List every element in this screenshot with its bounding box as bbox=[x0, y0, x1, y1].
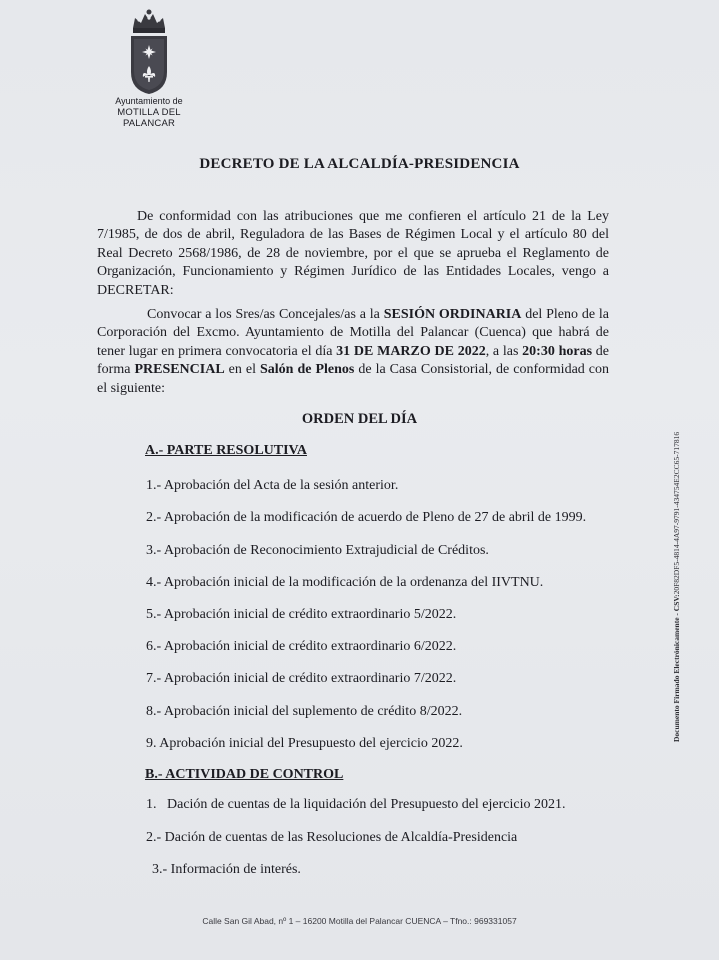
decree-title: DECRETO DE LA ALCALDÍA-PRESIDENCIA bbox=[199, 156, 520, 172]
section-b-title: B.- ACTIVIDAD DE CONTROL bbox=[145, 767, 344, 782]
conv-text-4: de forma bbox=[97, 343, 609, 378]
intro-paragraph: De conformidad con las atribuciones que me confieren el artículo 21 de la Ley 7/1985, de dos de abril, Reguladora de las Bases de Régimen Local y el artículo 80 del Real Decreto 2568/1986, de 28 de noviembre, por el que se aprueba el Reglamento de Organización, Funcionamiento y Régimen Jurídico de las Entidades Locales, vengo a DECRETAR: bbox=[97, 209, 609, 298]
agenda-item: 6.- Aprobación inicial de crédito extraordinario 6/2022. bbox=[146, 639, 457, 654]
page-footer: Calle San Gil Abad, nº 1 – 16200 Motilla del Palancar CUENCA – Tfno.: 969331057 bbox=[202, 916, 517, 926]
conv-session-type: SESIÓN ORDINARIA bbox=[383, 307, 522, 322]
agenda-item: 1. Dación de cuentas de la liquidación del Presupuesto del ejercicio 2021. bbox=[146, 797, 566, 812]
conv-text-1: Convocar a los Sres/as Concejales/as a la bbox=[147, 307, 384, 322]
agenda-item: 3.- Información de interés. bbox=[152, 862, 301, 877]
conv-time: 20:30 horas bbox=[522, 343, 593, 359]
agenda-item: 2.- Dación de cuentas de las Resoluciones de Alcaldía-Presidencia bbox=[146, 830, 518, 845]
electronic-signature-note bbox=[672, 432, 681, 742]
conv-venue: Salón de Plenos bbox=[260, 362, 355, 378]
municipal-logo bbox=[104, 6, 194, 129]
signature-code: 20F82DF5-4814-4A97-9791-434754E2CC65-717816 bbox=[672, 431, 681, 595]
agenda-item: 2.- Aprobación de la modificación de acuerdo de Pleno de 27 de abril de 1999. bbox=[146, 510, 587, 525]
agenda-item: 8.- Aprobación inicial del suplemento de crédito 8/2022. bbox=[146, 704, 463, 719]
conv-text-5: en el bbox=[224, 362, 260, 378]
agenda-item: 9. Aprobación inicial del Presupuesto del ejercicio 2022. bbox=[146, 736, 463, 751]
conv-text-2: del Pleno de la Corporación del Excmo. Ayuntamiento de Motilla del Palancar (Cuenca) que habrá de tener lugar en primera convocatoria el día bbox=[97, 307, 609, 359]
conv-text-6: de la Casa Consistorial, de conformidad con el siguiente: bbox=[97, 362, 609, 396]
signature-label: Documento Firmado Electrónicamente - CSV: bbox=[672, 594, 681, 742]
conv-date: 31 DE MARZO DE 2022 bbox=[336, 343, 486, 359]
agenda-item: 4.- Aprobación inicial de la modificación de la ordenanza del IIVTNU. bbox=[146, 575, 544, 590]
agenda-item: 1.- Aprobación del Acta de la sesión anterior. bbox=[146, 478, 399, 493]
conv-mode: PRESENCIAL bbox=[134, 362, 225, 378]
coat-of-arms-icon bbox=[125, 6, 173, 96]
section-a-title: A.- PARTE RESOLUTIVA bbox=[145, 443, 307, 458]
municipality-name: MOTILLA DEL PALANCAR bbox=[117, 107, 181, 129]
convocation-paragraph bbox=[97, 306, 609, 398]
agenda-heading: ORDEN DEL DÍA bbox=[301, 411, 418, 427]
municipality-label: Ayuntamiento de bbox=[115, 96, 183, 106]
conv-text-3: , a las bbox=[485, 343, 523, 359]
agenda-item: 7.- Aprobación inicial de crédito extraordinario 7/2022. bbox=[146, 671, 457, 686]
agenda-item: 5.- Aprobación inicial de crédito extraordinario 5/2022. bbox=[146, 607, 457, 622]
agenda-item: 3.- Aprobación de Reconocimiento Extrajudicial de Créditos. bbox=[146, 543, 489, 558]
